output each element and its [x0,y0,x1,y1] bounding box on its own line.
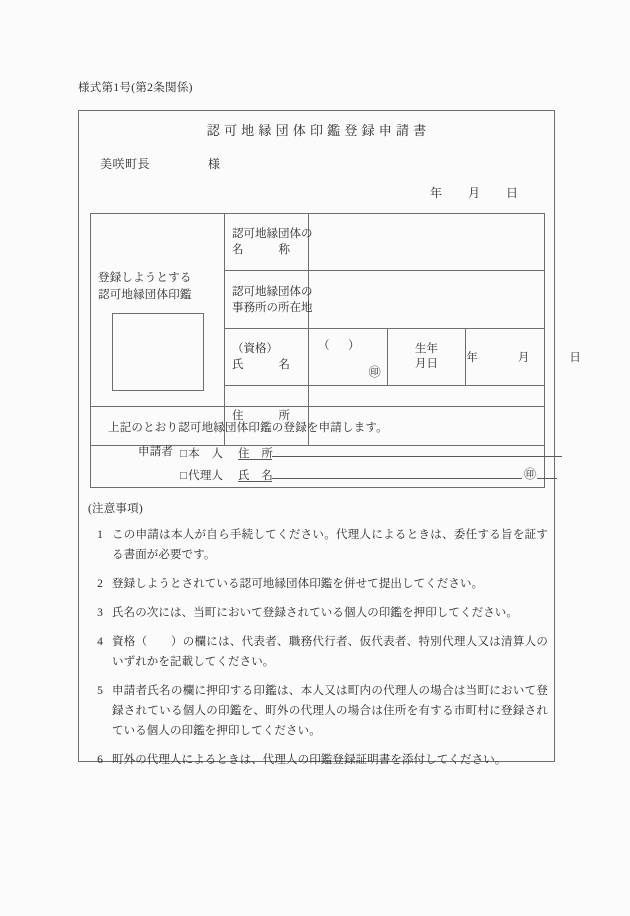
birthdate-value[interactable] [466,329,581,386]
person-name-label-right: 名 [278,359,290,371]
person-name-label-left: 氏 [232,359,244,371]
person-name-label [232,357,290,373]
addressee-mayor: 美咲町長 [100,157,151,171]
form-number: 様式第1号(第2条関係) [78,82,193,94]
birthdate-month-label: 月 [517,352,530,364]
applicant-name-label: 氏 名 [238,467,272,482]
notes-section [88,500,548,779]
seal-stamp-icon: ㊞ [368,365,381,379]
checkbox-self-label: 本 人 [188,448,224,460]
declaration-statement: 上記のとおり認可地縁団体印鑑の登録を申請します。 [108,422,388,434]
note-number: 6 [97,754,103,766]
qualification-name-label [225,329,309,386]
note-number: 5 [97,685,103,697]
note-number: 1 [97,529,103,541]
org-name-label-right: 称 [278,244,290,256]
applicant-self-row [180,443,562,461]
applicant-agent-row [180,465,557,483]
applicant-name-input-tail[interactable] [537,465,557,479]
applicant-address-label: 住 所 [238,445,272,460]
org-name-label [225,214,313,271]
birthdate-day-label: 日 [569,352,581,364]
note-number: 4 [97,636,103,648]
checkbox-agent-icon[interactable]: □ [180,470,188,482]
org-office-address-value[interactable] [309,271,545,329]
birthdate-label [387,329,466,386]
org-office-address-label [225,271,313,329]
submission-date-line [430,184,518,201]
note-item [88,750,548,770]
note-item [88,681,548,741]
checkbox-option-agent[interactable] [180,467,238,483]
seal-label-line2: 認可地縁団体印鑑 [98,288,192,301]
note-number: 3 [97,607,103,619]
qualification-paren-close: ） [348,340,360,352]
birthdate-label-line2: 月日 [414,358,438,370]
date-month-label: 月 [468,186,481,200]
note-text: 町外の代理人によるときは、代理人の印鑑登録証明書を添付してください。 [112,754,507,766]
note-text: 資格（ ）の欄には、代表者、職務代行者、仮代表者、特別代理人又は清算人のいずれかを記載してください。 [112,636,548,668]
applicant-seal-stamp-icon: ㊞ [524,467,537,481]
note-text: 登録しようとされている認可地縁団体印鑑を併せて提出してください。 [112,578,484,590]
note-text: 申請者氏名の欄に押印する印鑑は、本人又は町内の代理人の場合は当町において登録されている個人の印鑑を、町外の代理人の場合は住所を有する市町村に登録されている個人の印鑑を押印してください。 [112,685,548,737]
page-title: 認可地縁団体印鑑登録申請書 [206,123,431,138]
note-text: この申請は本人が自ら手続してください。代理人によるときは、委任する旨を証する書面が必要です。 [112,529,548,561]
note-item [88,603,548,623]
applicant-address-input[interactable] [272,443,562,457]
addressee-line [100,155,221,172]
birthdate-year-label: 年 [466,352,478,364]
org-office-address-label-line1: 認可地縁団体の [232,285,313,298]
qualification-name-value[interactable] [309,329,388,386]
note-item [88,525,548,565]
applicant-name-input[interactable] [272,465,522,479]
residence-label-right: 所 [278,409,290,422]
org-name-label-line1: 認可地縁団体の [232,228,313,240]
note-text: 氏名の次には、当町において登録されている個人の印鑑を押印してください。 [112,607,518,619]
applicant-label: 申請者 [138,446,174,458]
note-item [88,574,548,594]
birthdate-label-line1: 生年 [414,343,438,355]
addressee-honorific: 様 [208,157,221,171]
residence-label-left: 住 [232,409,244,422]
checkbox-option-self[interactable] [180,445,238,461]
org-office-address-label-line2: 事務所の所在地 [232,301,313,314]
notes-heading: (注意事項) [88,503,143,515]
checkbox-agent-label: 代理人 [188,470,224,482]
note-item [88,632,548,672]
date-day-label: 日 [506,186,519,200]
org-name-label-line2 [232,242,290,258]
checkbox-self-icon[interactable]: □ [180,448,188,460]
seal-impression-box[interactable] [112,313,204,391]
note-number: 2 [97,578,103,590]
seal-cell-label [98,270,218,304]
qualification-paren-open: （ [318,340,330,352]
seal-label-line1: 登録しようとする [98,271,192,284]
org-name-label-left: 名 [232,244,244,256]
declaration-block [90,406,545,488]
org-name-value[interactable] [309,214,545,271]
qualification-label: （資格） [232,343,278,355]
date-year-label: 年 [430,186,443,200]
